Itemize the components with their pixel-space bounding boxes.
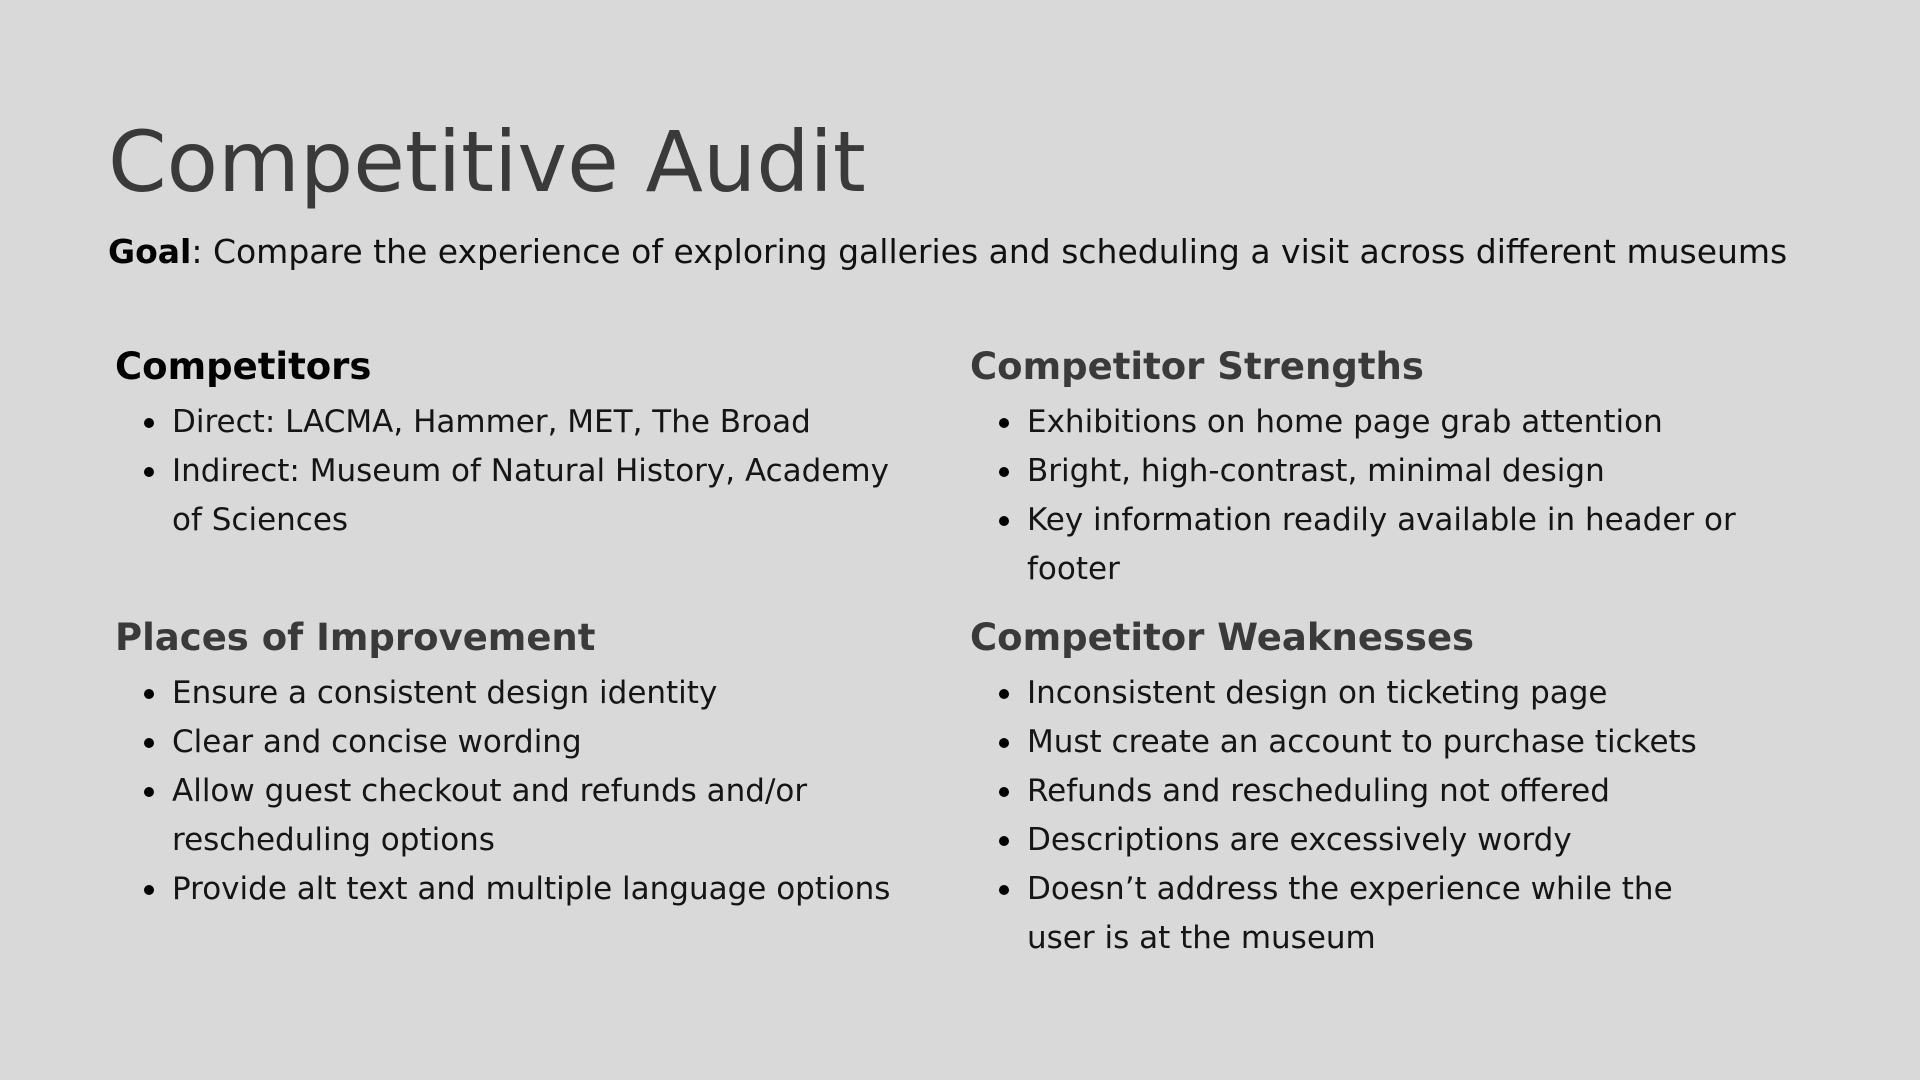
improvement-heading: Places of Improvement (115, 616, 596, 659)
bullet-icon (999, 836, 1009, 846)
bullet-icon (999, 689, 1009, 699)
list-item (144, 718, 895, 767)
list-item-text: Key information readily available in header or footer (1027, 502, 1736, 587)
weaknesses-heading: Competitor Weaknesses (970, 616, 1475, 659)
list-item-text: Descriptions are excessively wordy (1027, 822, 1572, 858)
strengths-heading: Competitor Strengths (970, 345, 1424, 388)
list-item-text: Bright, high-contrast, minimal design (1027, 453, 1605, 489)
list-item-text: Refunds and rescheduling not offered (1027, 773, 1610, 809)
list-item-text: Inconsistent design on ticketing page (1027, 675, 1608, 711)
bullet-icon (999, 418, 1009, 428)
bullet-icon (999, 516, 1009, 526)
list-item-text: Clear and concise wording (172, 724, 582, 760)
strengths-section (970, 342, 1820, 594)
list-item-text: Doesn’t address the experience while the user is at the museum (1027, 871, 1673, 956)
bullet-icon (144, 418, 154, 428)
bullet-icon (144, 467, 154, 477)
goal-label: Goal (108, 232, 192, 271)
list-item (144, 398, 895, 447)
weaknesses-list (970, 669, 1750, 963)
list-item-text: Provide alt text and multiple language options (172, 871, 891, 907)
improvement-list (115, 669, 895, 914)
competitors-list (115, 398, 895, 545)
bullet-icon (144, 885, 154, 895)
weaknesses-section (970, 613, 1750, 963)
list-item-text: Ensure a consistent design identity (172, 675, 718, 711)
list-item (999, 447, 1820, 496)
list-item-text: Direct: LACMA, Hammer, MET, The Broad (172, 404, 811, 440)
bullet-icon (144, 787, 154, 797)
strengths-list (970, 398, 1820, 594)
list-item (144, 669, 895, 718)
list-item-text: Allow guest checkout and refunds and/or rescheduling options (172, 773, 808, 858)
slide-title: Competitive Audit (108, 113, 866, 211)
list-item (999, 865, 1750, 963)
list-item (144, 865, 895, 914)
goal-text: : Compare the experience of exploring galleries and scheduling a visit across different museums (191, 232, 1788, 271)
list-item (999, 669, 1750, 718)
list-item-text: Exhibitions on home page grab attention (1027, 404, 1663, 440)
bullet-icon (999, 738, 1009, 748)
list-item (999, 816, 1750, 865)
list-item-text: Must create an account to purchase tickets (1027, 724, 1697, 760)
list-item (999, 398, 1820, 447)
bullet-icon (999, 467, 1009, 477)
improvement-section (115, 613, 895, 914)
list-item-text: Indirect: Museum of Natural History, Academy of Sciences (172, 453, 889, 538)
list-item (999, 496, 1820, 594)
list-item (999, 718, 1750, 767)
bullet-icon (999, 885, 1009, 895)
list-item (999, 767, 1750, 816)
competitors-heading: Competitors (115, 345, 372, 388)
goal-statement (108, 230, 1787, 274)
list-item (144, 767, 895, 865)
bullet-icon (144, 738, 154, 748)
list-item (144, 447, 895, 545)
bullet-icon (144, 689, 154, 699)
competitors-section (115, 342, 895, 545)
bullet-icon (999, 787, 1009, 797)
